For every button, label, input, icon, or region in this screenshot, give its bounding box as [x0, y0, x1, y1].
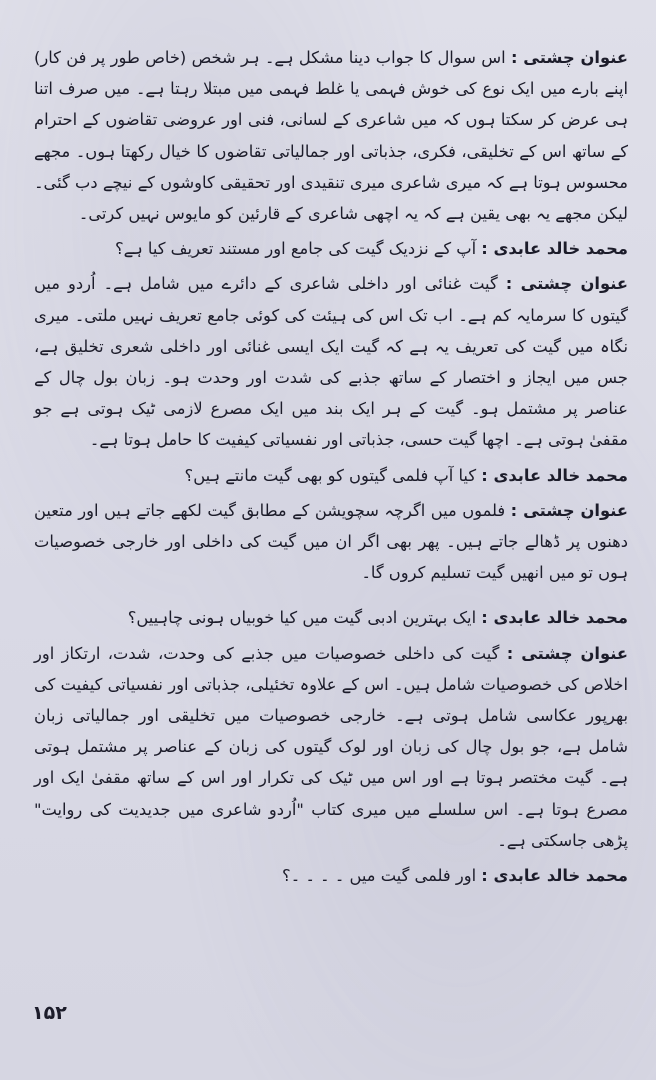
paragraph-text: اور فلمی گیت میں ۔ ۔ ۔ ۔؟ [281, 866, 477, 886]
paragraph [34, 460, 628, 491]
paragraph [34, 233, 628, 264]
speaker-name: عنوان چشتی : [510, 500, 628, 520]
speaker-name: محمد خالد عابدی : [481, 239, 628, 259]
interview-text [34, 42, 628, 891]
paragraph-text: فلموں میں اگرچہ سچویشن کے مطابق گیت لکھے جاتے ہیں اور متعین دھنوں پر ڈھالے جاتے ہیں۔ پھر بھی اگر ان میں گیت کی داخلی اور خارجی خصوصیات ہوں تو میں انھیں گیت تسلیم کروں گا۔ [34, 500, 628, 583]
speaker-name: عنوان چشتی : [506, 643, 628, 663]
paragraph [34, 860, 628, 891]
paragraph [34, 495, 628, 589]
paragraph [34, 602, 628, 633]
speaker-name: عنوان چشتی : [510, 48, 628, 67]
paragraph-text: گیت غنائی اور داخلی شاعری کے دائرے میں شامل ہے۔ اُردو میں گیتوں کا سرمایہ کم ہے۔ اب تک اس کی ہیئت کی کوئی جامع تعریف نہیں ملتی۔ میری نگاہ میں گیت کی تعریف یہ ہے کہ گیت ایک ایسی غنائی اور داخلی شعری تخلیق ہے، جس میں ایجاز و اختصار کے ساتھ جذبے کی شدت اور وحدت ہو۔ زبان بول چال کے عناصر پر مشتمل ہو۔ گیت کے ہر ایک بند میں ایک مصرع لازمی ٹیک ہوتی ہے جو مقفیٰ ہوتی ہے۔ اچھا گیت حسی، جذباتی اور نفسیاتی کیفیت کا حامل ہوتا ہے۔ [34, 274, 628, 450]
paragraph-text: ایک بہترین ادبی گیت میں کیا خوبیاں ہونی چاہییں؟ [127, 608, 477, 628]
paragraph [34, 268, 628, 455]
paragraph-text: گیت کی داخلی خصوصیات میں جذبے کی وحدت، شدت، ارتکاز اور اخلاص کی خصوصیات شامل ہیں۔ اس کے علاوہ تخئیلی، جذباتی اور نفسیاتی کیفیت کی بھرپور عکاسی شامل ہوتی ہے۔ خارجی خصوصیات میں تخلیقی اور جمالیاتی زبان شامل ہے، جو بول چال کی زبان اور لوک گیتوں کی زبان کے عناصر پر مشتمل ہوتی ہے۔ گیت مختصر ہوتا ہے اور اس میں ٹیک کی تکرار اور اس کے ساتھ مقفیٰ ایک اور مصرع ہوتا ہے۔ اس سلسلے میں میری کتاب "اُردو شاعری میں جدیدیت کی روایت" پڑھی جاسکتی ہے۔ [34, 643, 628, 850]
paragraph [34, 42, 628, 229]
page-number: ۱۵۲ [32, 1002, 67, 1024]
speaker-name: محمد خالد عابدی : [481, 608, 628, 628]
speaker-name: محمد خالد عابدی : [481, 866, 628, 886]
speaker-name: محمد خالد عابدی : [481, 465, 628, 485]
paragraph-text: اس سوال کا جواب دینا مشکل ہے۔ ہر شخص (خاص طور پر فن کار) اپنے بارے میں ایک نوع کی خوش فہمی یا غلط فہمی میں مبتلا رہتا ہے۔ میں صرف اتنا ہی عرض کر سکتا ہوں کہ میں شاعری کے لسانی، فنی اور عروضی تقاضوں کے احترام کے ساتھ اس کے تخلیقی، فکری، جذباتی اور جمالیاتی تقاضوں کا خیال رکھتا ہوں۔ مجھے محسوس ہوتا ہے کہ میری شاعری میری تنقیدی اور تحقیقی کاوشوں کے نیچے دب گئی۔ لیکن مجھے یہ بھی یقین ہے کہ یہ اچھی شاعری کے قارئین کو مایوس نہیں کرتی۔ [34, 48, 628, 224]
paragraph-text: کیا آپ فلمی گیتوں کو بھی گیت مانتے ہیں؟ [184, 465, 477, 485]
speaker-name: عنوان چشتی : [505, 274, 628, 294]
paragraph [34, 638, 628, 856]
paragraph-text: آپ کے نزدیک گیت کی جامع اور مستند تعریف کیا ہے؟ [114, 239, 477, 259]
